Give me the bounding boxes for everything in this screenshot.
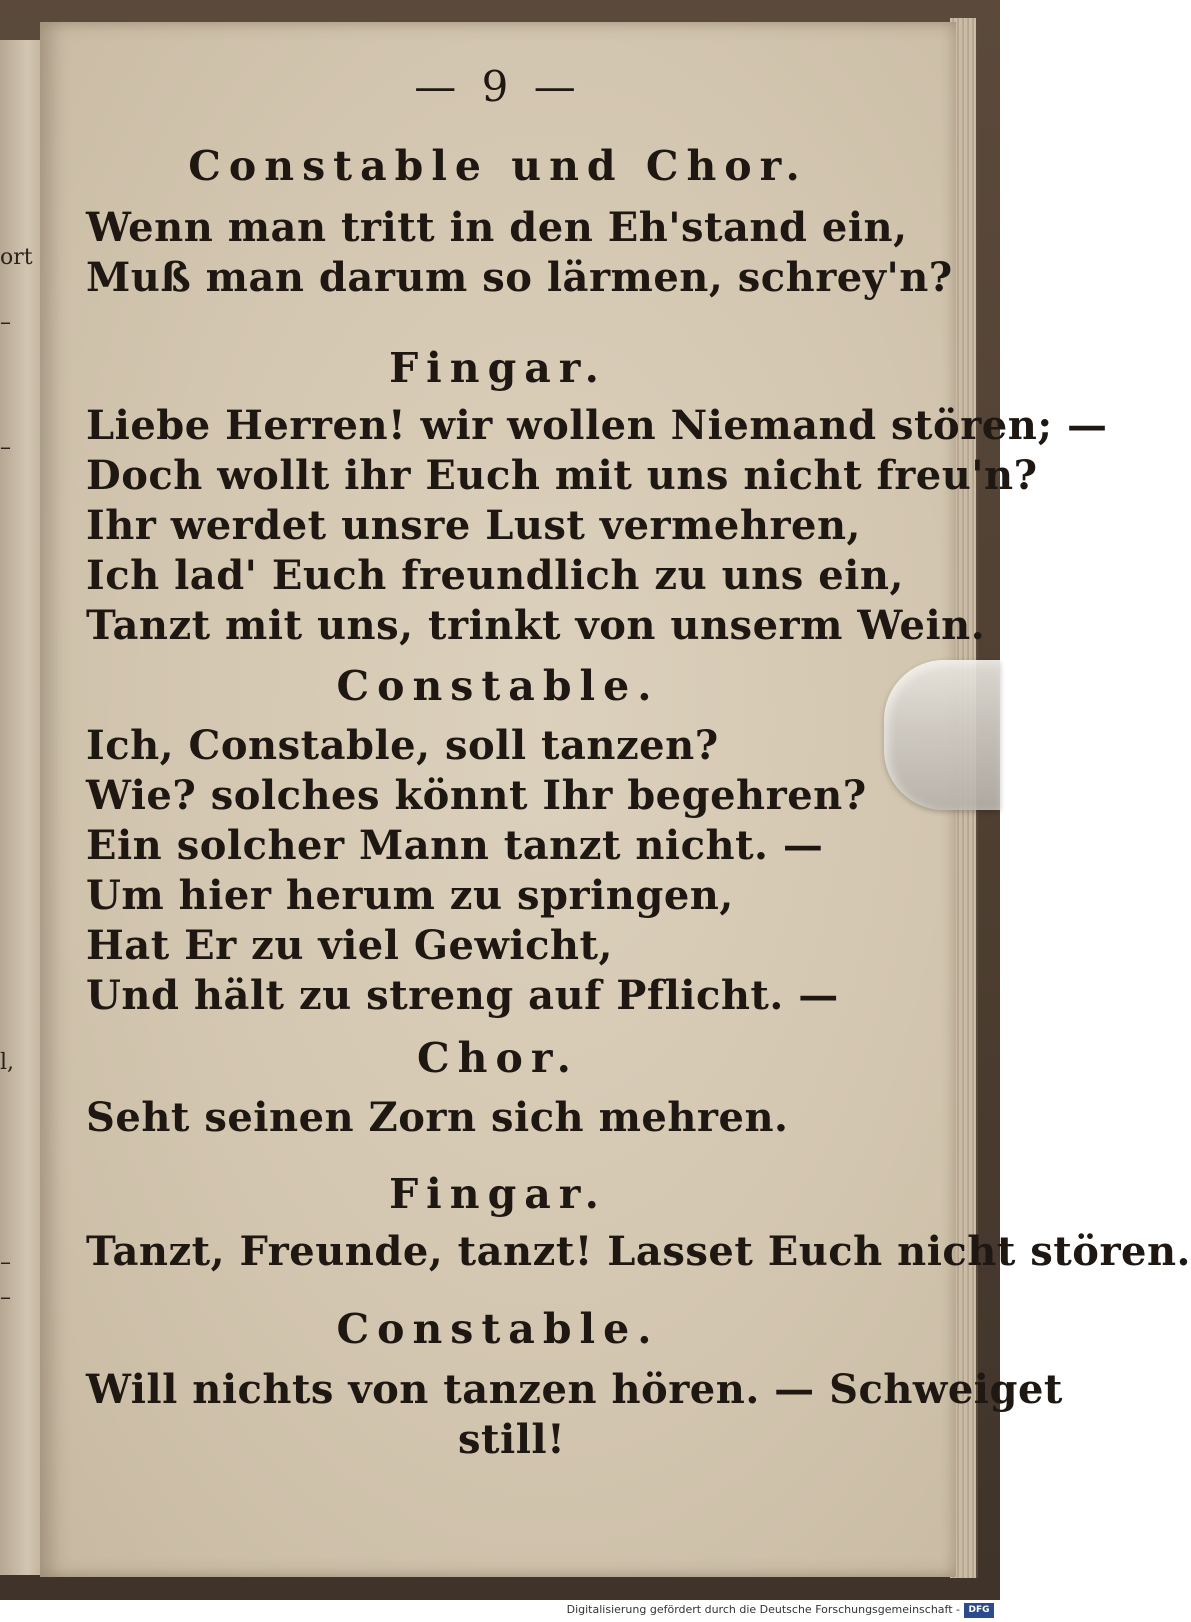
left-fragment: ort	[0, 245, 33, 270]
verse-line: Um hier herum zu springen,	[86, 872, 734, 919]
verse-line: Ich lad' Euch freundlich zu uns ein,	[86, 552, 904, 599]
page-number: — 9 —	[414, 62, 582, 111]
verse-line: Liebe Herren! wir wollen Niemand stören; —	[86, 402, 1108, 449]
verse-line: Wie? solches könnt Ihr begehren?	[86, 772, 867, 819]
dfg-logo-icon: DFG	[964, 1603, 994, 1618]
digitization-footer	[0, 1600, 1000, 1622]
speaker-heading: Fingar.	[389, 1170, 607, 1218]
verse-line: Hat Er zu viel Gewicht,	[86, 922, 613, 969]
speaker-heading: Chor.	[417, 1034, 579, 1082]
speaker-heading: Constable und Chor.	[188, 142, 808, 190]
verse-line: Und hält zu streng auf Pflicht. —	[86, 972, 839, 1019]
verse-line: Wenn man tritt in den Eh'stand ein,	[86, 204, 908, 251]
verse-line: Ihr werdet unsre Lust vermehren,	[86, 502, 861, 549]
left-fragment: l,	[0, 1050, 15, 1075]
verse-line: Seht seinen Zorn sich mehren.	[86, 1094, 789, 1141]
verse-line: Doch wollt ihr Euch mit uns nicht freu'n?	[86, 452, 1038, 499]
verse-line: Tanzt, Freunde, tanzt! Lasset Euch nicht stören.	[86, 1228, 1191, 1275]
speaker-heading: Constable.	[336, 1305, 660, 1353]
page-text	[40, 22, 1191, 1577]
speaker-heading: Constable.	[336, 662, 660, 710]
verse-line: Tanzt mit uns, trinkt von unserm Wein.	[86, 602, 986, 649]
speaker-heading: Fingar.	[389, 344, 607, 392]
verse-line: Ein solcher Mann tanzt nicht. —	[86, 822, 824, 869]
left-fragment: –	[0, 1250, 11, 1275]
verse-line: still!	[458, 1416, 566, 1463]
verse-line: Will nichts von tanzen hören. — Schweiget	[86, 1366, 1063, 1413]
left-fragment: –	[0, 310, 11, 335]
footer-credit: Digitalisierung gefördert durch die Deutsche Forschungsgemeinschaft -	[566, 1603, 960, 1616]
left-fragment: –	[0, 1285, 11, 1310]
verse-line: Ich, Constable, soll tanzen?	[86, 722, 719, 769]
left-fragment: –	[0, 435, 11, 460]
verse-line: Muß man darum so lärmen, schrey'n?	[86, 254, 953, 301]
page-clip	[884, 660, 1000, 810]
